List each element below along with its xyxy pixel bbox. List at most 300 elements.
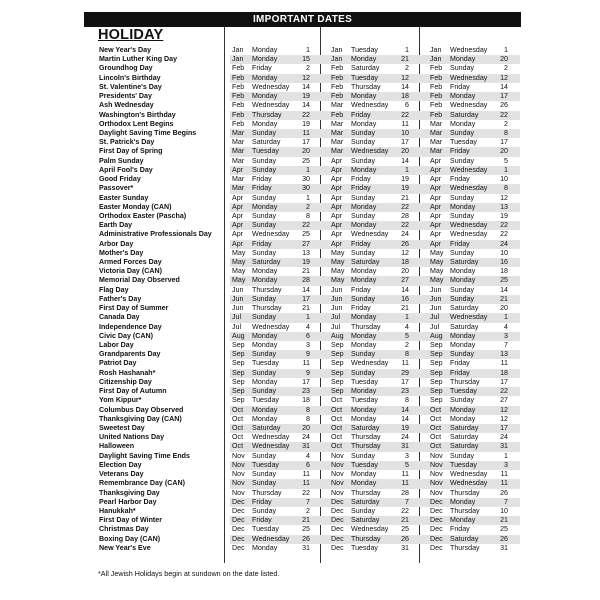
date-month: Aug	[232, 331, 245, 340]
date-month: Dec	[331, 525, 344, 534]
date-weekday: Sunday	[450, 396, 475, 405]
date-month: Nov	[232, 479, 245, 488]
date-day: 11	[401, 359, 409, 368]
date-day: 18	[302, 396, 310, 405]
date-day: 19	[500, 211, 508, 220]
date-month: Nov	[430, 479, 443, 488]
date-month: Apr	[331, 184, 343, 193]
holiday-row	[0, 46, 600, 55]
date-day: 12	[500, 193, 508, 202]
holiday-row	[0, 350, 600, 359]
date-month: Sep	[232, 359, 245, 368]
date-weekday: Sunday	[450, 285, 475, 294]
date-month: Oct	[430, 433, 442, 442]
holiday-row	[0, 378, 600, 387]
date-weekday: Monday	[252, 202, 278, 211]
date-day: 24	[401, 230, 409, 239]
holiday-row	[0, 359, 600, 368]
date-weekday: Monday	[351, 405, 377, 414]
holiday-name: Good Friday	[99, 175, 141, 184]
date-month: Sep	[331, 359, 344, 368]
holiday-name: Daylight Saving Time Begins	[99, 128, 197, 137]
holiday-name: First Day of Winter	[99, 516, 162, 525]
date-month: Apr	[331, 230, 343, 239]
date-month: Apr	[232, 202, 244, 211]
holiday-row	[0, 535, 600, 544]
date-day: 10	[500, 506, 508, 515]
date-day: 10	[500, 175, 508, 184]
date-day: 8	[306, 211, 310, 220]
holiday-row	[0, 286, 600, 295]
date-day: 7	[504, 497, 508, 506]
date-weekday: Friday	[351, 110, 371, 119]
date-month: Jul	[331, 322, 341, 331]
date-day: 11	[500, 359, 508, 368]
date-month: May	[331, 258, 345, 267]
date-month: Apr	[232, 239, 244, 248]
date-weekday: Wednesday	[450, 184, 488, 193]
date-month: Jun	[430, 294, 442, 303]
date-month: Jun	[232, 285, 244, 294]
date-month: Feb	[331, 92, 344, 101]
date-weekday: Monday	[450, 414, 476, 423]
date-day: 23	[302, 387, 310, 396]
date-weekday: Saturday	[450, 442, 479, 451]
date-month: May	[232, 258, 246, 267]
date-day: 26	[401, 534, 409, 543]
date-weekday: Sunday	[252, 221, 277, 230]
date-weekday: Wednesday	[450, 165, 488, 174]
date-weekday: Sunday	[252, 156, 277, 165]
section-title: HOLIDAY	[98, 27, 164, 43]
holiday-row	[0, 424, 600, 433]
holiday-row	[0, 387, 600, 396]
date-day: 11	[401, 119, 409, 128]
holiday-name: Yom Kippur*	[99, 396, 142, 405]
date-day: 3	[405, 451, 409, 460]
date-month: May	[430, 258, 444, 267]
date-weekday: Friday	[252, 239, 272, 248]
date-weekday: Tuesday	[252, 460, 279, 469]
date-day: 31	[401, 543, 409, 552]
holiday-row	[0, 341, 600, 350]
holiday-name: New Year's Eve	[99, 543, 151, 552]
date-day: 17	[302, 377, 310, 386]
date-weekday: Wednesday	[252, 322, 290, 331]
holiday-name: Memorial Day Observed	[99, 276, 180, 285]
holiday-row	[0, 64, 600, 73]
holiday-name: Patriot Day	[99, 359, 137, 368]
date-weekday: Monday	[450, 497, 476, 506]
date-day: 17	[500, 377, 508, 386]
date-day: 1	[306, 165, 310, 174]
date-day: 1	[504, 313, 508, 322]
holiday-row	[0, 461, 600, 470]
date-month: Sep	[430, 350, 443, 359]
holiday-name: Hanukkah*	[99, 506, 136, 515]
date-month: Jul	[331, 313, 341, 322]
holiday-name: Easter Sunday	[99, 193, 149, 202]
holiday-name: Palm Sunday	[99, 156, 144, 165]
date-month: Dec	[232, 525, 245, 534]
date-month: Jun	[232, 294, 244, 303]
date-month: Feb	[331, 110, 344, 119]
holiday-row	[0, 55, 600, 64]
date-day: 2	[405, 341, 409, 349]
holiday-name: Remembrance Day (CAN)	[99, 479, 185, 488]
date-month: Mar	[430, 147, 443, 156]
date-month: Sep	[232, 387, 245, 396]
date-month: Dec	[331, 534, 344, 543]
holiday-row	[0, 194, 600, 203]
date-month: Sep	[232, 377, 245, 386]
holiday-row	[0, 442, 600, 451]
holiday-row	[0, 221, 600, 230]
date-day: 22	[401, 221, 409, 230]
holiday-name: Armed Forces Day	[99, 258, 162, 267]
date-weekday: Friday	[351, 285, 371, 294]
date-month: Apr	[430, 221, 442, 230]
date-weekday: Thursday	[252, 304, 282, 313]
date-weekday: Wednesday	[252, 442, 290, 451]
date-weekday: Sunday	[351, 193, 376, 202]
holiday-name: Christmas Day	[99, 525, 149, 534]
date-month: Apr	[430, 211, 442, 220]
date-weekday: Sunday	[252, 313, 277, 322]
holiday-row	[0, 332, 600, 341]
holiday-name: Orthodox Easter (Pascha)	[99, 211, 187, 220]
holiday-row	[0, 129, 600, 138]
date-month: Dec	[232, 534, 245, 543]
date-weekday: Monday	[450, 331, 476, 340]
date-day: 18	[500, 368, 508, 377]
date-day: 31	[500, 543, 508, 552]
date-day: 25	[302, 156, 310, 165]
date-day: 20	[500, 55, 508, 64]
date-weekday: Sunday	[252, 165, 277, 174]
date-day: 20	[500, 147, 508, 156]
date-day: 6	[306, 460, 310, 469]
date-weekday: Monday	[252, 46, 278, 54]
date-day: 5	[405, 460, 409, 469]
date-weekday: Tuesday	[450, 460, 477, 469]
holiday-name: First Day of Spring	[99, 147, 163, 156]
date-weekday: Thursday	[252, 488, 282, 497]
date-day: 21	[401, 304, 409, 313]
holiday-row	[0, 516, 600, 525]
date-weekday: Monday	[351, 119, 377, 128]
holiday-row	[0, 406, 600, 415]
date-month: Nov	[430, 451, 443, 460]
holiday-name: Presidents' Day	[99, 92, 152, 101]
date-weekday: Monday	[450, 276, 476, 285]
date-month: Apr	[430, 193, 442, 202]
date-weekday: Monday	[252, 405, 278, 414]
date-day: 2	[306, 64, 310, 73]
date-day: 1	[504, 165, 508, 174]
date-month: Feb	[430, 92, 443, 101]
date-weekday: Friday	[252, 64, 272, 73]
date-weekday: Wednesday	[252, 230, 290, 239]
date-month: May	[430, 267, 444, 276]
date-day: 11	[500, 479, 508, 488]
date-month: Nov	[232, 488, 245, 497]
date-weekday: Friday	[351, 184, 371, 193]
holiday-name: St. Valentine's Day	[99, 82, 162, 91]
date-day: 15	[302, 55, 310, 64]
date-weekday: Saturday	[351, 516, 380, 525]
date-day: 25	[302, 230, 310, 239]
date-day: 17	[500, 138, 508, 147]
holiday-row	[0, 166, 600, 175]
date-day: 17	[401, 138, 409, 147]
important-dates-header: IMPORTANT DATES	[84, 12, 521, 27]
holiday-row	[0, 544, 600, 553]
date-day: 26	[401, 239, 409, 248]
date-month: Apr	[430, 175, 442, 184]
date-day: 10	[500, 248, 508, 257]
date-month: Mar	[331, 101, 344, 110]
date-month: Oct	[232, 414, 244, 423]
date-weekday: Saturday	[450, 433, 479, 442]
holiday-row	[0, 101, 600, 110]
date-day: 7	[306, 497, 310, 506]
holiday-row	[0, 203, 600, 212]
date-weekday: Monday	[450, 516, 476, 525]
date-day: 22	[401, 202, 409, 211]
date-day: 26	[500, 488, 508, 497]
holiday-name: Pearl Harbor Day	[99, 497, 157, 506]
date-day: 22	[500, 387, 508, 396]
date-weekday: Friday	[252, 516, 272, 525]
date-day: 24	[500, 433, 508, 442]
holiday-name: First Day of Autumn	[99, 387, 167, 396]
date-weekday: Sunday	[450, 248, 475, 257]
date-day: 14	[401, 285, 409, 294]
date-month: Feb	[430, 82, 443, 91]
date-month: Sep	[430, 377, 443, 386]
holiday-name: Thanksgiving Day (CAN)	[99, 414, 182, 423]
date-weekday: Wednesday	[351, 525, 389, 534]
date-weekday: Friday	[252, 497, 272, 506]
date-month: Apr	[430, 156, 442, 165]
date-day: 27	[302, 239, 310, 248]
date-weekday: Friday	[450, 175, 470, 184]
date-weekday: Sunday	[450, 128, 475, 137]
date-day: 21	[500, 294, 508, 303]
date-month: Mar	[430, 138, 443, 147]
date-day: 5	[405, 331, 409, 340]
holiday-row	[0, 240, 600, 249]
holiday-name: Civic Day (CAN)	[99, 331, 154, 340]
date-month: Apr	[430, 184, 442, 193]
date-month: Feb	[232, 92, 245, 101]
date-day: 27	[401, 276, 409, 285]
date-month: Mar	[331, 147, 344, 156]
date-month: May	[430, 276, 444, 285]
date-day: 11	[302, 470, 310, 479]
date-weekday: Saturday	[351, 258, 380, 267]
date-month: Sep	[331, 341, 344, 349]
date-weekday: Wednesday	[351, 230, 389, 239]
date-weekday: Friday	[450, 359, 470, 368]
date-day: 14	[302, 82, 310, 91]
holiday-row	[0, 479, 600, 488]
date-weekday: Sunday	[351, 156, 376, 165]
date-day: 14	[401, 405, 409, 414]
holiday-row	[0, 138, 600, 147]
holiday-row	[0, 489, 600, 498]
date-weekday: Tuesday	[450, 387, 477, 396]
holiday-row	[0, 498, 600, 507]
date-weekday: Wednesday	[351, 101, 389, 110]
date-weekday: Monday	[450, 341, 476, 349]
date-weekday: Wednesday	[450, 313, 488, 322]
date-weekday: Sunday	[351, 294, 376, 303]
date-weekday: Wednesday	[252, 101, 290, 110]
date-day: 4	[405, 322, 409, 331]
date-month: Oct	[232, 423, 244, 432]
date-weekday: Saturday	[450, 110, 479, 119]
date-month: Mar	[331, 119, 344, 128]
date-month: Oct	[430, 423, 442, 432]
date-month: May	[331, 276, 345, 285]
date-day: 8	[306, 405, 310, 414]
date-day: 24	[401, 433, 409, 442]
date-month: Sep	[430, 359, 443, 368]
date-month: Apr	[232, 221, 244, 230]
date-day: 1	[306, 46, 310, 54]
date-weekday: Sunday	[252, 479, 277, 488]
holiday-row	[0, 74, 600, 83]
holiday-row	[0, 267, 600, 276]
date-day: 26	[500, 101, 508, 110]
date-day: 14	[401, 82, 409, 91]
date-weekday: Thursday	[450, 488, 480, 497]
date-weekday: Thursday	[351, 442, 381, 451]
date-month: May	[430, 248, 444, 257]
date-weekday: Thursday	[252, 285, 282, 294]
date-day: 19	[302, 119, 310, 128]
date-month: Feb	[232, 101, 245, 110]
date-weekday: Monday	[252, 55, 278, 64]
date-month: Jan	[331, 46, 343, 54]
date-day: 14	[302, 101, 310, 110]
holiday-name: Easter Monday (CAN)	[99, 202, 172, 211]
date-weekday: Friday	[450, 525, 470, 534]
date-month: Aug	[331, 331, 344, 340]
date-day: 12	[500, 414, 508, 423]
date-day: 12	[401, 73, 409, 82]
date-day: 25	[500, 525, 508, 534]
date-month: Jul	[232, 313, 242, 322]
date-day: 31	[401, 442, 409, 451]
date-month: Dec	[232, 516, 245, 525]
holiday-name: Grandparents Day	[99, 350, 161, 359]
date-day: 24	[302, 433, 310, 442]
holiday-row	[0, 452, 600, 461]
date-weekday: Saturday	[252, 423, 281, 432]
date-month: Dec	[430, 497, 443, 506]
date-weekday: Sunday	[351, 506, 376, 515]
holiday-name: Earth Day	[99, 221, 133, 230]
date-month: Oct	[331, 396, 343, 405]
date-month: Nov	[331, 451, 344, 460]
holiday-name: Citizenship Day	[99, 377, 152, 386]
date-month: Apr	[232, 211, 244, 220]
holiday-row	[0, 276, 600, 285]
holiday-row	[0, 83, 600, 92]
date-weekday: Wednesday	[450, 230, 488, 239]
date-month: Sep	[232, 396, 245, 405]
date-month: Nov	[331, 470, 344, 479]
date-month: Mar	[430, 119, 443, 128]
date-weekday: Saturday	[450, 258, 479, 267]
date-month: Oct	[331, 433, 343, 442]
date-day: 20	[401, 267, 409, 276]
date-day: 19	[401, 423, 409, 432]
date-weekday: Tuesday	[351, 73, 378, 82]
date-weekday: Sunday	[450, 156, 475, 165]
date-weekday: Monday	[351, 221, 377, 230]
date-day: 29	[401, 368, 409, 377]
date-weekday: Monday	[252, 276, 278, 285]
date-month: May	[232, 276, 246, 285]
date-weekday: Monday	[351, 276, 377, 285]
date-month: Jan	[430, 55, 442, 64]
date-month: Feb	[430, 110, 443, 119]
date-month: Apr	[331, 239, 343, 248]
date-day: 21	[401, 193, 409, 202]
date-day: 22	[500, 230, 508, 239]
date-day: 16	[500, 258, 508, 267]
date-month: Jan	[331, 55, 343, 64]
holiday-name: Ash Wednesday	[99, 101, 154, 110]
date-month: Jul	[430, 322, 440, 331]
date-month: Sep	[331, 387, 344, 396]
holiday-name: Thanksgiving Day	[99, 488, 160, 497]
date-month: May	[331, 267, 345, 276]
date-day: 1	[405, 165, 409, 174]
date-weekday: Saturday	[450, 423, 479, 432]
holiday-name: Passover*	[99, 184, 134, 193]
date-day: 2	[504, 119, 508, 128]
date-weekday: Monday	[450, 92, 476, 101]
holiday-name: Independence Day	[99, 322, 162, 331]
date-month: Jan	[430, 46, 442, 54]
date-month: Feb	[232, 64, 245, 73]
date-day: 9	[306, 368, 310, 377]
date-month: Nov	[430, 460, 443, 469]
date-weekday: Wednesday	[450, 73, 488, 82]
date-weekday: Sunday	[450, 350, 475, 359]
date-weekday: Sunday	[351, 138, 376, 147]
date-day: 19	[302, 92, 310, 101]
holiday-name: Labor Day	[99, 341, 134, 349]
date-weekday: Sunday	[450, 451, 475, 460]
date-weekday: Monday	[351, 55, 377, 64]
holiday-row	[0, 415, 600, 424]
date-day: 18	[401, 258, 409, 267]
date-weekday: Tuesday	[351, 460, 378, 469]
date-day: 27	[500, 396, 508, 405]
date-day: 31	[302, 442, 310, 451]
date-weekday: Saturday	[252, 138, 281, 147]
date-weekday: Thursday	[450, 543, 480, 552]
date-weekday: Monday	[351, 267, 377, 276]
date-month: Dec	[232, 506, 245, 515]
date-month: Dec	[331, 506, 344, 515]
